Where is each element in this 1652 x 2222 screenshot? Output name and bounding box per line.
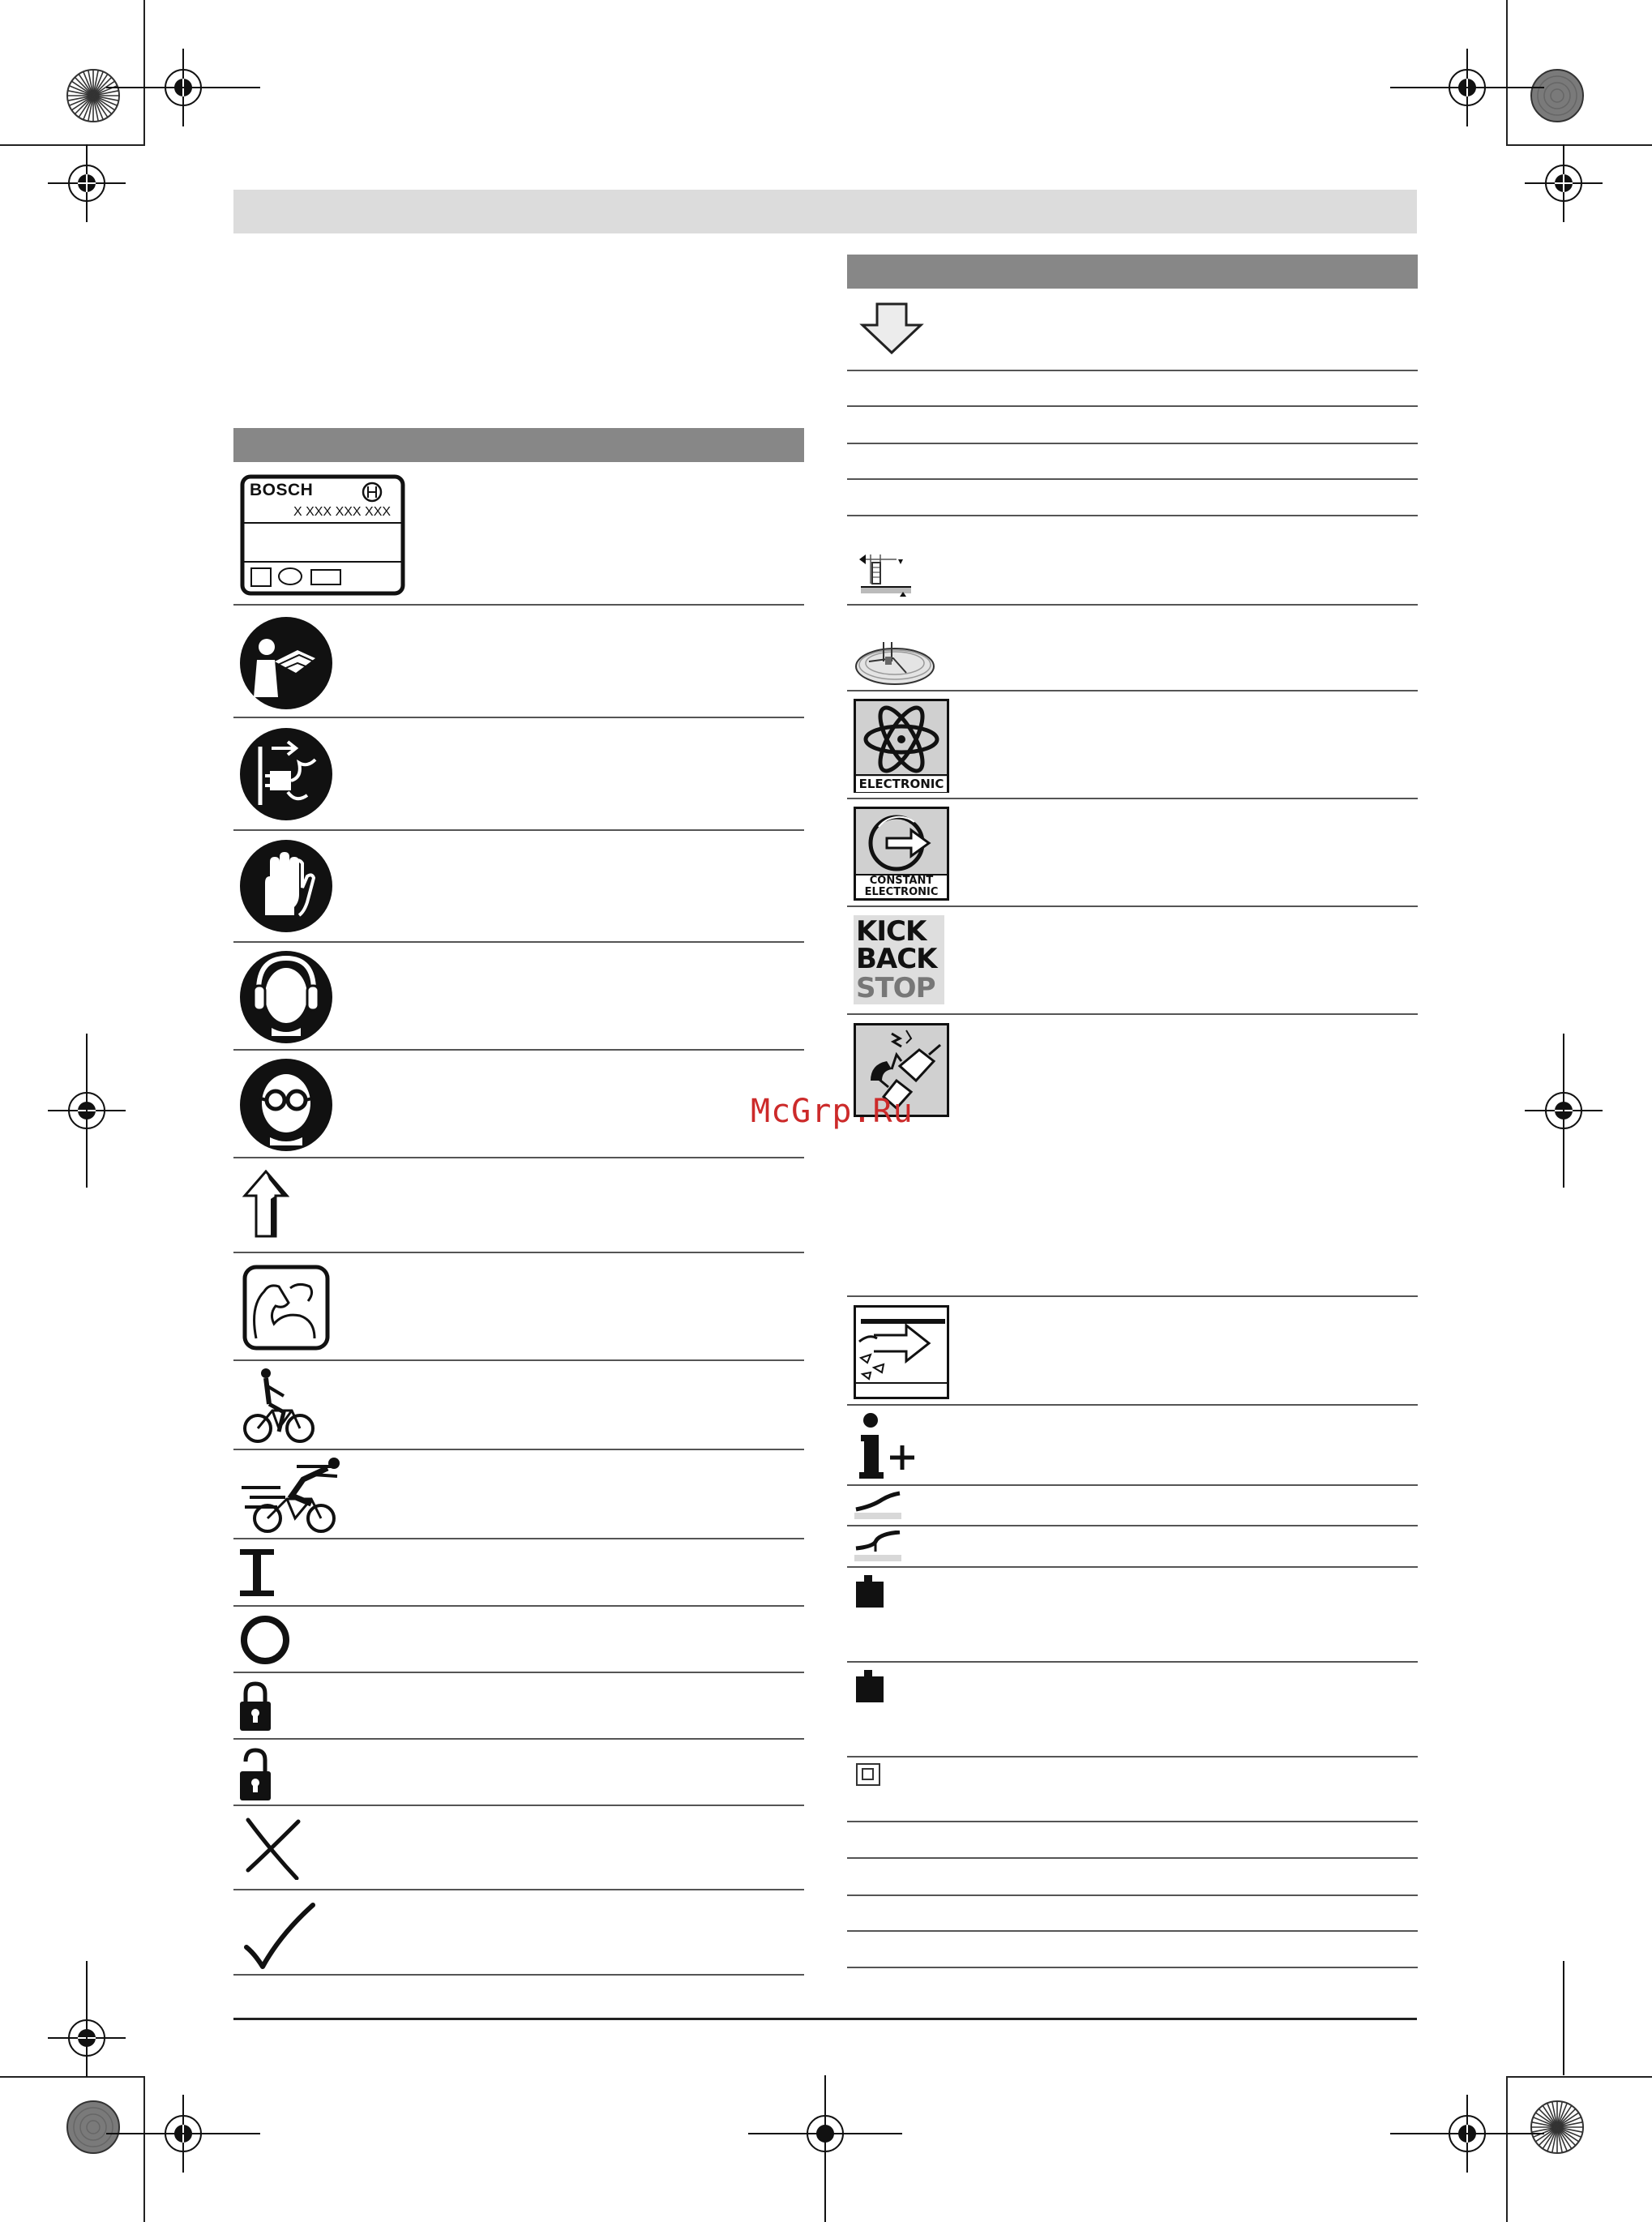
slow-cycle-icon — [242, 1368, 316, 1443]
weight-icon — [854, 1573, 885, 1609]
ear-protection-icon — [238, 948, 335, 1046]
strength-icon — [242, 1264, 331, 1351]
insulation-class-icon — [856, 1763, 882, 1787]
kickback-kick: KICK — [856, 915, 927, 948]
switch-off-icon — [240, 1615, 290, 1665]
footer-rule — [233, 2018, 1417, 2020]
constant-label: CONSTANT — [869, 875, 934, 887]
unlock-icon — [240, 1747, 271, 1800]
check-icon — [243, 1902, 316, 1970]
switch-on-icon — [240, 1549, 274, 1596]
constant-electronic-label: ELECTRONIC — [864, 886, 939, 898]
electronic-label: ELECTRONIC — [856, 777, 947, 792]
read-manual-icon — [238, 614, 335, 712]
cross-icon — [243, 1817, 303, 1880]
left-section-bar — [233, 428, 804, 462]
kickback-back: BACK — [856, 943, 937, 975]
nameplate-brand: BOSCH — [250, 481, 314, 499]
eye-protection-icon — [238, 1056, 335, 1154]
gloves-icon — [238, 837, 335, 935]
constant-electronic-icon — [854, 807, 949, 901]
right-section-bar — [847, 255, 1418, 289]
information-icon — [854, 1412, 916, 1480]
cutting-depth-icon — [858, 551, 911, 602]
weight-icon-2 — [854, 1668, 885, 1704]
watermark: McGrp.Ru — [751, 1093, 914, 1130]
forward-arrow-icon — [242, 1170, 293, 1239]
kickback-stop-icon — [854, 915, 944, 1004]
unplug-icon — [238, 726, 335, 823]
steep-ramp-icon — [854, 1531, 901, 1563]
disc-icon — [854, 637, 937, 687]
down-arrow-icon — [859, 302, 924, 355]
page-header-band — [233, 190, 1417, 233]
shallow-ramp-icon — [854, 1490, 901, 1521]
dust-extraction-icon — [854, 1305, 949, 1399]
nameplate-icon — [240, 474, 405, 596]
lock-icon — [240, 1680, 271, 1731]
electronic-icon — [854, 699, 949, 793]
fast-cycle-icon — [240, 1457, 349, 1533]
kickback-stop: STOP — [856, 972, 935, 1004]
nameplate-number: X XXX XXX XXX — [293, 505, 392, 519]
